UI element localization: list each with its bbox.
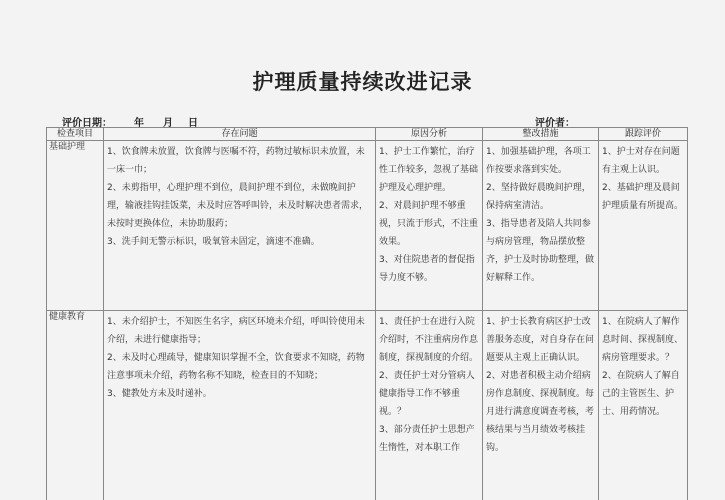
measures-cell: 1、加强基础护理，各项工作按要求落到实处。 2、坚持做好晨晚间护理，保持病室清洁。 3、指导患者及陪人共同参与病房管理，物品摆放整齐，护士及时协助整理，做好解释工作。 [483, 141, 599, 311]
table-row [47, 141, 688, 311]
tracking-cell: 1、在院病人了解作息时间、探视制度、病房管理要求。？ 2、在院病人了解自己的主管医生、护士、用药情况。 [599, 311, 688, 500]
header-problems: 存在问题 [104, 128, 376, 141]
measures-cell: 1、护士长教育病区护士改善服务态度，对自身存在问题要从主观上正确认识。 2、对患者积极主动介绍病房作息制度、探视制度。每月进行满意度调查考核，考核结果与当月绩效考核挂钩。 [483, 311, 599, 500]
quality-improvement-table [46, 127, 688, 500]
header-tracking: 跟踪评价 [599, 128, 688, 141]
evaluation-date-label: 评价日期： [62, 118, 112, 129]
table-row [47, 311, 688, 500]
page-title: 护理质量持续改进记录 [252, 70, 473, 94]
month-label: 月 [163, 118, 173, 129]
problems-cell: 1、未介绍护士，不知医生名字，病区环境未介绍，呼叫铃使用未介绍，未进行健康指导； 2、未及时心理疏导，健康知识掌握不全，饮食要求不知晓，药物注意事项未介绍，药物名称不知晓，检查目的不知晓； 3、健教处方未及时递补。 [104, 311, 376, 500]
header-causes: 原因分析 [376, 128, 483, 141]
evaluator-label: 评价者： [535, 118, 575, 129]
year-label: 年 [134, 118, 144, 129]
category-cell: 基础护理 [47, 141, 104, 311]
table-header-row [47, 128, 688, 141]
problems-cell: 1、饮食牌未放置，饮食牌与医嘱不符，药物过敏标识未放置，未一床一巾； 2、未剪指甲，心理护理不到位，晨间护理不到位，未做晚间护理，输液挂钩挂饭菜，未及时应答呼叫铃，未及时解决患者需求，未按时更换体位，未协助服药； 3、洗手间无警示标识，吸氧管未固定，滴速不准确。 [104, 141, 376, 311]
causes-cell: 1、护士工作繁忙，治疗性工作较多，忽视了基础护理及心理护理。 2、对晨间护理不够重视，只流于形式，不注重效果。 3、对住院患者的督促指导力度不够。 [376, 141, 483, 311]
category-cell: 健康教育 [47, 311, 104, 500]
causes-cell: 1、责任护士在进行入院介绍时，不注重病房作息制度，探视制度的介绍。 2、责任护士对分管病人健康指导工作不够重视。？ 3、部分责任护士思想产生惰性，对本职工作 [376, 311, 483, 500]
header-category: 检查项目 [47, 128, 104, 141]
tracking-cell: 1、护士对存在问题有主观上认识。 2、基础护理及晨间护理质量有所提高。 [599, 141, 688, 311]
record-meta [62, 114, 575, 128]
header-measures: 整改措施 [483, 128, 599, 141]
day-label: 日 [188, 118, 198, 129]
